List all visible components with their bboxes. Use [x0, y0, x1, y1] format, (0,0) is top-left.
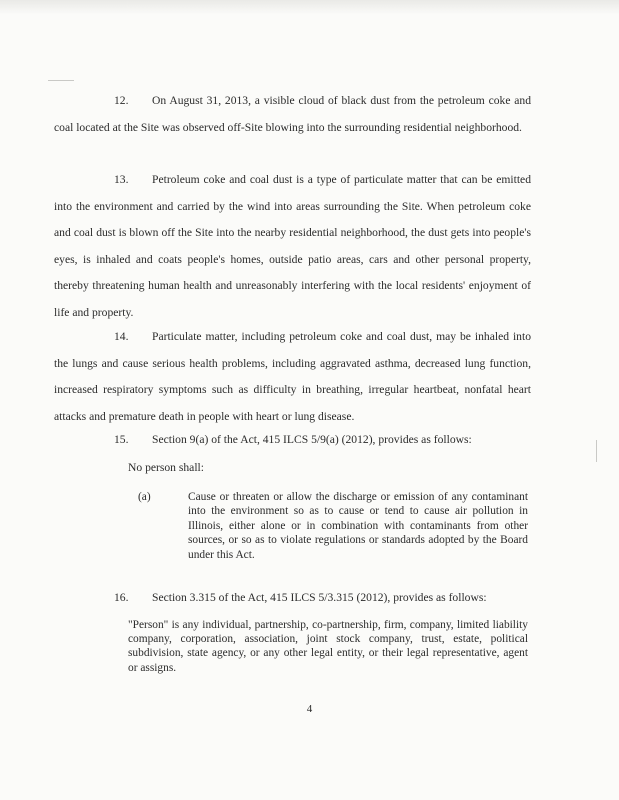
item-label: (a) [138, 491, 151, 503]
page-number: 4 [306, 703, 313, 715]
paragraph-text: Section 9(a) of the Act, 415 ILCS 5/9(a) (2012), provides as follows: [152, 433, 472, 446]
paragraph-number: 13. [114, 173, 129, 186]
scan-speck [48, 80, 74, 81]
item-text: Cause or threaten or allow the discharge or emission of any contaminant into the environment so as to cause or tend to cause air pollution in Illinois, either alone or in combination with contaminants from other sources, or so as to violate regulations or standards adopted by the Board under this Act. [188, 491, 528, 561]
paragraph-text: On August 31, 2013, a visible cloud of black dust from the petroleum coke and coal located at the Site was observed off-Site blowing into the surrounding residential neighborhood. [54, 94, 531, 134]
paragraph-text: Particulate matter, including petroleum coke and coal dust, may be inhaled into the lungs and cause serious health problems, including aggravated asthma, decreased lung function, increased respiratory symptoms such as difficulty in breathing, irregular heartbeat, nonfatal heart attacks and premature death in people with heart or lung disease. [54, 330, 531, 423]
paragraph-12 [54, 88, 531, 141]
paragraph-15-intro [114, 432, 472, 448]
paragraph-text: Petroleum coke and coal dust is a type of particulate matter that can be emitted into the environment and carried by the wind into areas surrounding the Site. When petroleum coke and coal dust is blown off the Site into the nearby residential neighborhood, the dust gets into people's eyes, is inhaled and coats people's homes, outside patio areas, cars and other personal property, thereby threatening human health and unreasonably interfering with the local residents' enjoyment of life and property. [54, 173, 531, 319]
paragraph-13 [54, 167, 531, 326]
definition-quote: "Person" is any individual, partnership, co-partnership, firm, company, limited liability company, corporation, association, joint stock company, trust, estate, political subdivision, state agency, or any other legal entity, or their legal representative, agent or assigns. [128, 619, 528, 674]
paragraph-number: 16. [114, 591, 129, 604]
paragraph-number: 15. [114, 433, 129, 446]
paragraph-text: Section 3.315 of the Act, 415 ILCS 5/3.315 (2012), provides as follows: [152, 591, 487, 604]
paragraph-number: 14. [114, 330, 129, 343]
scan-speck [596, 440, 597, 462]
paragraph-number: 12. [114, 94, 129, 107]
scan-top-edge [0, 0, 619, 14]
statute-item-a [138, 490, 528, 570]
paragraph-16-intro [114, 590, 487, 606]
quote-lead: No person shall: [128, 461, 204, 474]
paragraph-14 [54, 324, 531, 430]
